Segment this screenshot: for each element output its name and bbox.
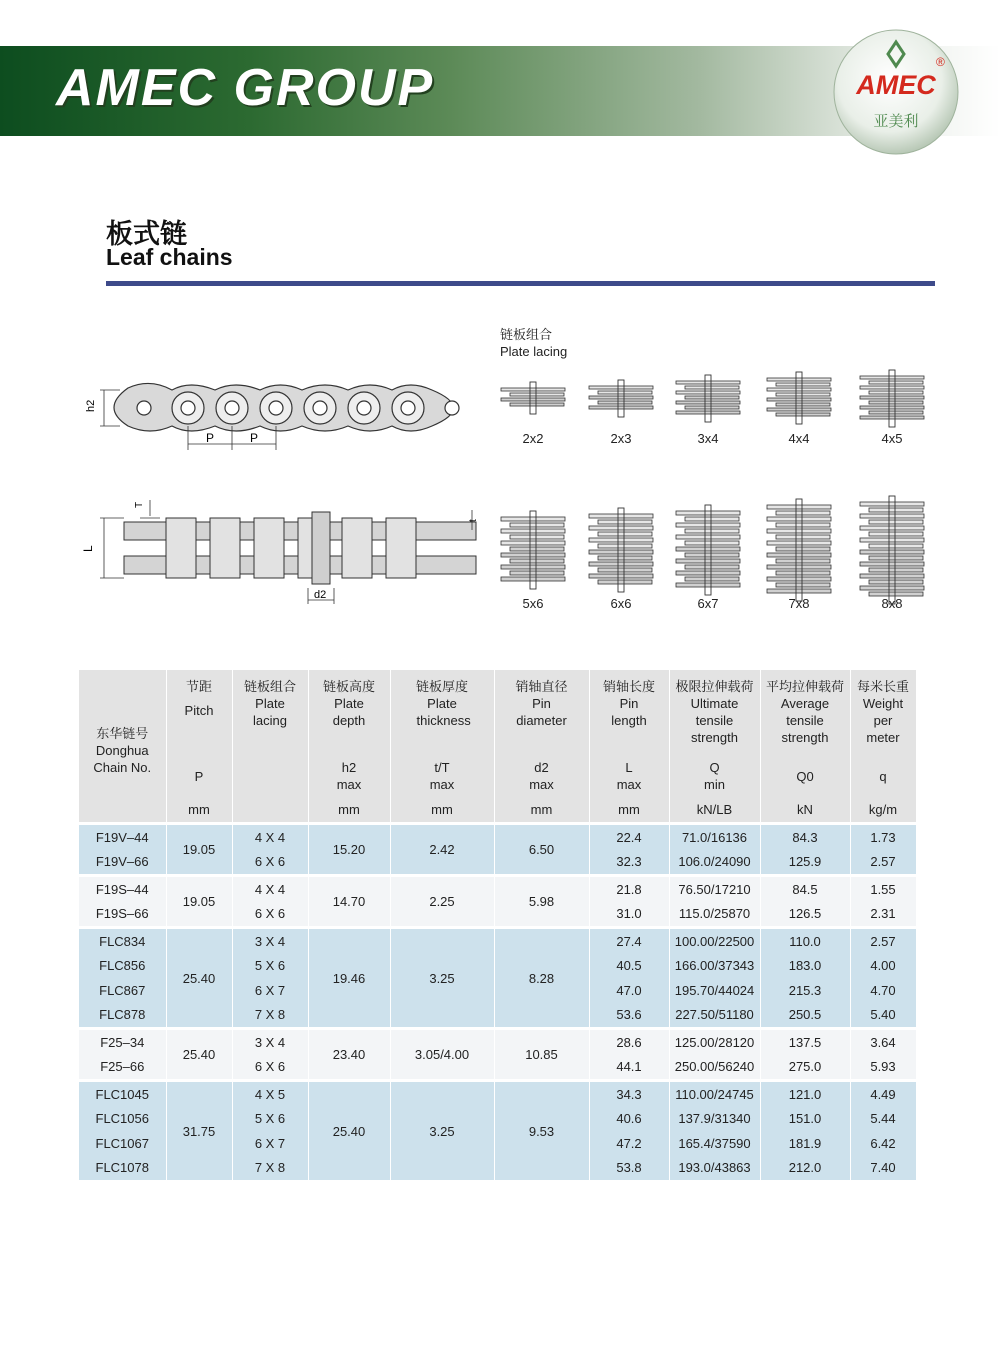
unit-lacing [232,796,308,824]
lacing-plate [501,388,565,391]
cell-chain-no: FLC834 [79,928,166,954]
cell-weight: 3.64 [850,1029,916,1055]
leaf-chain-drawing [80,360,480,620]
cell-ultimate: 195.70/44024 [669,978,760,1003]
svg-text:®: ® [936,55,945,69]
cell-weight: 5.44 [850,1107,916,1132]
cell-pitch: 31.75 [166,1081,232,1181]
lacing-plate [767,589,831,593]
cell-chain-no: FLC1067 [79,1131,166,1156]
cell-ultimate: 227.50/51180 [669,1003,760,1029]
cell-ultimate: 76.50/17210 [669,876,760,902]
cell-ultimate: 166.00/37343 [669,954,760,979]
lacing-plate [776,413,830,416]
cell-lacing: 4 X 4 [232,876,308,902]
svg-text:AMEC: AMEC [856,70,936,100]
lacing-plate [676,401,740,404]
lacing-plate [685,386,739,389]
lacing-plate [685,577,739,581]
lacing-plate [510,403,564,406]
lacing-plate [869,411,923,414]
cell-pin-diameter: 10.85 [494,1029,589,1081]
lacing-icon-4x5 [852,366,932,431]
cell-pin-length: 40.6 [589,1107,669,1132]
cell-chain-no: FLC878 [79,1003,166,1029]
lacing-plate [869,381,923,384]
sym-weight: q [850,756,916,796]
lacing-plate [776,571,830,575]
cell-chain-no: FLC1078 [79,1156,166,1181]
lacing-label: 3x4 [697,431,719,446]
cell-chain-no: FLC867 [79,978,166,1003]
cell-weight: 2.31 [850,902,916,928]
lacing-label: 2x3 [610,431,632,446]
table-row [79,1081,916,1107]
cell-weight: 4.00 [850,954,916,979]
lacing-plate [860,586,924,590]
cell-pitch: 19.05 [166,876,232,928]
cell-weight: 1.55 [850,876,916,902]
lacing-label: 6x7 [697,596,719,611]
spec-table-body [79,824,916,1181]
sym-lacing [232,756,308,796]
cell-average: 84.5 [760,876,850,902]
cell-weight: 1.73 [850,824,916,850]
cell-average: 126.5 [760,902,850,928]
cell-average: 110.0 [760,928,850,954]
th-lacing: 链板组合 Plate lacing [232,670,308,756]
th-thickness: 链板厚度 Plate thickness [390,670,494,756]
lacing-plate [685,553,739,557]
unit-weight: kg/m [850,796,916,824]
cell-lacing: 5 X 6 [232,954,308,979]
lacing-label: 4x4 [788,431,810,446]
cell-pin-length: 44.1 [589,1055,669,1081]
cell-weight: 2.57 [850,850,916,876]
cell-pitch: 25.40 [166,928,232,1029]
lacing-plate [869,520,923,524]
unit-pin-diameter: mm [494,796,589,824]
lacing-plate [685,529,739,533]
th-pin-diameter: 销轴直径 Pin diameter [494,670,589,756]
lacing-plate [676,583,740,587]
cell-average: 121.0 [760,1081,850,1107]
label-h2: h2 [85,399,97,412]
lacing-plate [860,550,924,554]
lacing-plate [685,565,739,569]
cell-thickness: 3.05/4.00 [390,1029,494,1081]
cell-lacing: 4 X 4 [232,824,308,850]
lacing-plate [501,517,565,521]
lacing-plate [776,535,830,539]
lacing-plate [776,523,830,527]
cell-pin-diameter: 5.98 [494,876,589,928]
lacing-plate [676,559,740,563]
lacing-plate [598,532,652,536]
amec-logo [832,28,960,156]
cell-pin-length: 47.0 [589,978,669,1003]
lacing-plate [676,511,740,515]
lacing-plate [501,541,565,545]
lacing-icon-7x8 [759,495,839,605]
lacing-plate [776,583,830,587]
lacing-plate [676,571,740,575]
lacing-icon-6x7 [668,501,748,599]
lacing-plate [860,386,924,389]
label-t: t [468,519,479,522]
cell-lacing: 7 X 8 [232,1003,308,1029]
lacing-plate [776,547,830,551]
lacing-plate [776,559,830,563]
sym-ultimate: Q min [669,756,760,796]
cell-thickness: 2.25 [390,876,494,928]
lacing-icon-3x4 [668,371,748,426]
lacing-plate [860,526,924,530]
lacing-icon-2x3 [581,376,661,421]
label-p1: P [206,431,215,445]
lacing-plate [510,559,564,563]
lacing-plate [598,391,652,394]
cell-pin-length: 40.5 [589,954,669,979]
cell-ultimate: 165.4/37590 [669,1131,760,1156]
spec-table-header [79,670,916,824]
th-chain-no: 东华链号 Donghua Chain No. [79,670,166,824]
label-d2: d2 [314,589,327,601]
cell-average: 183.0 [760,954,850,979]
lacing-plate [589,550,653,554]
cell-chain-no: FLC856 [79,954,166,979]
lacing-plate [501,553,565,557]
cell-depth: 25.40 [308,1081,390,1181]
cell-lacing: 6 X 7 [232,978,308,1003]
lacing-plate [869,391,923,394]
lacing-plate [589,396,653,399]
unit-thickness: mm [390,796,494,824]
lacing-plate [767,577,831,581]
table-row [79,928,916,954]
cell-pin-diameter: 6.50 [494,824,589,876]
cell-average: 84.3 [760,824,850,850]
lacing-plate [598,401,652,404]
lacing-plate [869,580,923,584]
cell-thickness: 2.42 [390,824,494,876]
cell-lacing: 6 X 6 [232,902,308,928]
cell-pin-length: 27.4 [589,928,669,954]
cell-depth: 14.70 [308,876,390,928]
lacing-plate [589,526,653,530]
lacing-plate [589,386,653,389]
lacing-plate [676,391,740,394]
lacing-plate [860,396,924,399]
sym-pin-diameter: d2 max [494,756,589,796]
cell-pin-length: 53.6 [589,1003,669,1029]
lacing-plate [767,398,831,401]
cell-average: 250.5 [760,1003,850,1029]
lacing-plate [767,541,831,545]
lacing-plate [598,544,652,548]
unit-pitch: mm [166,796,232,824]
lacing-plate [776,383,830,386]
lacing-label: 2x2 [522,431,544,446]
cell-pitch: 25.40 [166,1029,232,1081]
cell-average: 181.9 [760,1131,850,1156]
cell-pitch: 19.05 [166,824,232,876]
lacing-plate [869,401,923,404]
cell-chain-no: F19S–66 [79,902,166,928]
lacing-plate [685,396,739,399]
lacing-plate [776,403,830,406]
cell-chain-no: F25–66 [79,1055,166,1081]
lacing-label: 5x6 [522,596,544,611]
lacing-plate [598,568,652,572]
lacing-plate [869,508,923,512]
cell-lacing: 6 X 6 [232,850,308,876]
lacing-plate [685,517,739,521]
unit-average: kN [760,796,850,824]
cell-average: 125.9 [760,850,850,876]
cell-weight: 5.40 [850,1003,916,1029]
lacing-plate [860,376,924,379]
chain-side-view [114,383,459,431]
lacing-plate [869,568,923,572]
sym-pin-length: L max [589,756,669,796]
cell-lacing: 3 X 4 [232,928,308,954]
cell-lacing: 5 X 6 [232,1107,308,1132]
cell-average: 275.0 [760,1055,850,1081]
cell-ultimate: 115.0/25870 [669,902,760,928]
unit-ultimate: kN/LB [669,796,760,824]
unit-pin-length: mm [589,796,669,824]
plate-lacing-caption: 链板组合 Plate lacing [500,327,568,359]
lacing-plate [501,529,565,533]
lacing-plate [860,538,924,542]
lacing-plate [860,574,924,578]
cell-ultimate: 137.9/31340 [669,1107,760,1132]
cell-chain-no: F19S–44 [79,876,166,902]
lacing-plate [501,577,565,581]
lacing-label: 4x5 [881,431,903,446]
cell-depth: 19.46 [308,928,390,1029]
label-L: L [81,545,95,552]
lacing-plate [767,565,831,569]
lacing-plate [767,529,831,533]
label-T: T [134,501,145,508]
cell-lacing: 3 X 4 [232,1029,308,1055]
cell-ultimate: 110.00/24745 [669,1081,760,1107]
lacing-plate [510,535,564,539]
table-row [79,876,916,902]
cell-average: 137.5 [760,1029,850,1055]
lacing-plate [598,520,652,524]
cell-weight: 5.93 [850,1055,916,1081]
page-title-en: Leaf chains [106,244,233,270]
lacing-plate [860,406,924,409]
lacing-plate [860,514,924,518]
chain-top-view [124,512,476,584]
lacing-icon-2x2 [493,378,573,418]
cell-average: 212.0 [760,1156,850,1181]
lacing-plate [767,388,831,391]
cell-ultimate: 100.00/22500 [669,928,760,954]
title-rule [106,281,935,286]
cell-ultimate: 250.00/56240 [669,1055,760,1081]
cell-chain-no: FLC1056 [79,1107,166,1132]
th-average: 平均拉伸载荷 Average tensile strength [760,670,850,756]
lacing-icon-4x4 [759,368,839,428]
cell-chain-no: F25–34 [79,1029,166,1055]
lacing-plate [598,556,652,560]
lacing-plate [767,505,831,509]
lacing-plate [860,416,924,419]
spec-table [79,670,917,1180]
cell-depth: 23.40 [308,1029,390,1081]
cell-average: 151.0 [760,1107,850,1132]
lacing-plate [767,378,831,381]
lacing-icon-8x8 [852,492,932,608]
lacing-label: 6x6 [610,596,632,611]
cell-lacing: 6 X 7 [232,1131,308,1156]
cell-chain-no: F19V–44 [79,824,166,850]
lacing-plate [510,571,564,575]
cell-thickness: 3.25 [390,1081,494,1181]
lacing-plate [676,547,740,551]
lacing-icon-5x6 [493,507,573,593]
label-p2: P [250,431,259,445]
lacing-plate [598,580,652,584]
page-title-cn: 板式链 [106,219,187,249]
lacing-plate [860,502,924,506]
lacing-label: 7x8 [788,596,810,611]
cell-pin-length: 32.3 [589,850,669,876]
cell-pin-length: 47.2 [589,1131,669,1156]
unit-depth: mm [308,796,390,824]
cell-weight: 4.70 [850,978,916,1003]
cell-weight: 2.57 [850,928,916,954]
lacing-plate [776,511,830,515]
lacing-plate [589,514,653,518]
cell-thickness: 3.25 [390,928,494,1029]
cell-ultimate: 125.00/28120 [669,1029,760,1055]
cell-weight: 6.42 [850,1131,916,1156]
cell-pin-diameter: 9.53 [494,1081,589,1181]
th-depth: 链板高度 Plate depth [308,670,390,756]
lacing-plate [860,562,924,566]
cell-pin-length: 53.8 [589,1156,669,1181]
svg-text:亚美利: 亚美利 [873,112,919,130]
cell-weight: 4.49 [850,1081,916,1107]
lacing-plate [767,517,831,521]
lacing-plate [767,553,831,557]
table-row [79,1029,916,1055]
lacing-plate [869,532,923,536]
lacing-plate [589,562,653,566]
lacing-plate [869,544,923,548]
lacing-plate [589,406,653,409]
lacing-plate [776,393,830,396]
th-pitch: 节距 Pitch [166,670,232,756]
th-pin-length: 销轴长度 Pin length [589,670,669,756]
cell-lacing: 4 X 5 [232,1081,308,1107]
cell-pin-length: 34.3 [589,1081,669,1107]
lacing-label: 8x8 [881,596,903,611]
lacing-plate [676,411,740,414]
lacing-plate [676,535,740,539]
cell-pin-length: 31.0 [589,902,669,928]
lacing-icon-6x6 [581,504,661,596]
th-weight: 每米长重 Weight per meter [850,670,916,756]
cell-pin-length: 28.6 [589,1029,669,1055]
table-row [79,824,916,850]
cell-pin-length: 21.8 [589,876,669,902]
cell-ultimate: 193.0/43863 [669,1156,760,1181]
cell-average: 215.3 [760,978,850,1003]
lacing-plate [510,523,564,527]
lacing-plate [676,381,740,384]
lacing-plate [510,393,564,396]
lacing-plate [767,408,831,411]
cell-lacing: 7 X 8 [232,1156,308,1181]
brand-title: AMEC GROUP [56,59,435,117]
sym-depth: h2 max [308,756,390,796]
lacing-plate [510,547,564,551]
lacing-plate [589,538,653,542]
cell-pin-length: 22.4 [589,824,669,850]
sym-average: Q0 [760,756,850,796]
cell-chain-no: F19V–66 [79,850,166,876]
lacing-plate [685,541,739,545]
th-ultimate: 极限拉伸载荷 Ultimate tensile strength [669,670,760,756]
cell-lacing: 6 X 6 [232,1055,308,1081]
cell-ultimate: 106.0/24090 [669,850,760,876]
lacing-plate [676,523,740,527]
cell-pin-diameter: 8.28 [494,928,589,1029]
lacing-plate [501,565,565,569]
lacing-plate [685,406,739,409]
sym-pitch: P [166,756,232,796]
lacing-plate [589,574,653,578]
lacing-plate [869,556,923,560]
cell-chain-no: FLC1045 [79,1081,166,1107]
sym-thickness: t/T max [390,756,494,796]
cell-depth: 15.20 [308,824,390,876]
lacing-plate [501,398,565,401]
cell-weight: 7.40 [850,1156,916,1181]
cell-ultimate: 71.0/16136 [669,824,760,850]
